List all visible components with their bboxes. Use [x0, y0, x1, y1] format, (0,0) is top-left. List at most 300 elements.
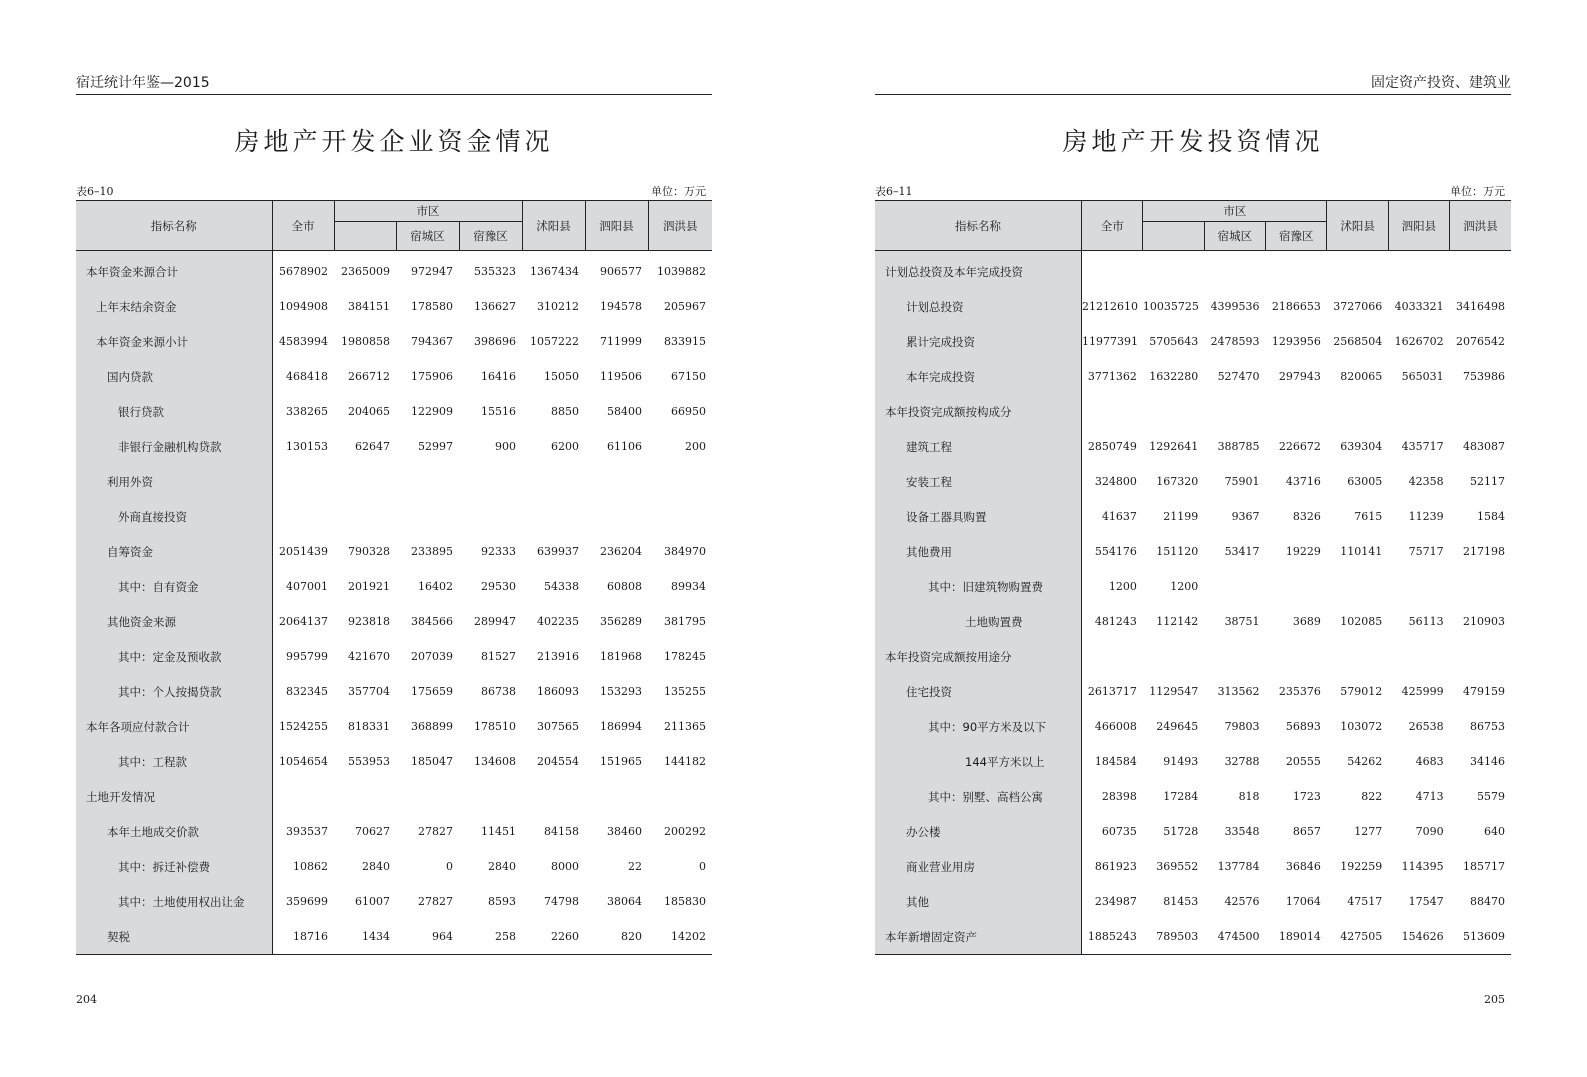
right-page: [875, 0, 1511, 1077]
col-header-shuyang: 沭阳县: [1327, 201, 1388, 251]
cell-value: 818: [1238, 790, 1260, 803]
cell-value: [396, 499, 459, 534]
cell-value: 200: [685, 440, 706, 453]
row-label: 本年资金来源合计: [76, 251, 272, 290]
cell-value: 178245: [664, 650, 706, 663]
row-label: 建筑工程: [875, 429, 1082, 464]
cell-value: 51728: [1163, 825, 1199, 838]
cell-value: 5678902: [279, 265, 328, 278]
cell-value: 8000: [551, 860, 579, 873]
table-row: [875, 499, 1511, 534]
cell-value: 226672: [1278, 440, 1321, 453]
table-row: [875, 674, 1511, 709]
cell-value: 297943: [1278, 370, 1321, 383]
cell-value: 0: [699, 860, 706, 873]
cell-value: 554176: [1094, 545, 1137, 558]
cell-value: 2365009: [341, 265, 390, 278]
table-row: [875, 639, 1511, 674]
cell-value: [396, 464, 459, 499]
cell-value: 384566: [411, 615, 453, 628]
cell-value: 307565: [537, 720, 579, 733]
cell-value: 384151: [348, 300, 390, 313]
cell-value: 2840: [362, 860, 390, 873]
table-row: [76, 814, 712, 849]
funds-table: [76, 200, 712, 955]
cell-value: 1057222: [530, 335, 579, 348]
cell-value: 7090: [1415, 825, 1444, 838]
table-body: [875, 251, 1511, 955]
table-row: [875, 534, 1511, 569]
col-header-shuyang: 沭阳县: [522, 201, 585, 251]
col-header-city: 全市: [272, 201, 334, 251]
cell-value: 26538: [1408, 720, 1444, 733]
cell-value: 21212610: [1082, 300, 1139, 313]
cell-value: 181968: [600, 650, 642, 663]
table-row: [76, 919, 712, 955]
row-label: 本年各项应付款合计: [76, 709, 272, 744]
cell-value: [459, 779, 522, 814]
row-label: 银行贷款: [76, 394, 272, 429]
cell-value: 4399536: [1210, 300, 1260, 313]
cell-value: [1327, 639, 1388, 674]
cell-value: 151120: [1156, 545, 1199, 558]
cell-value: 995799: [286, 650, 328, 663]
cell-value: 381795: [664, 615, 706, 628]
cell-value: [1204, 394, 1265, 429]
cell-value: 832345: [286, 685, 328, 698]
cell-value: [1388, 569, 1449, 604]
cell-value: 5705643: [1149, 335, 1199, 348]
cell-value: 357704: [348, 685, 390, 698]
cell-value: 201921: [348, 580, 390, 593]
cell-value: [1388, 394, 1449, 429]
row-label: 本年土地成交价款: [76, 814, 272, 849]
cell-value: 210903: [1463, 615, 1505, 628]
table-row: [875, 289, 1511, 324]
cell-value: 1723: [1292, 790, 1321, 803]
cell-value: 32788: [1224, 755, 1260, 768]
cell-value: [522, 499, 585, 534]
row-label: 其他资金来源: [76, 604, 272, 639]
unit-label: 单位：万元: [651, 185, 706, 198]
cell-value: 972947: [411, 265, 453, 278]
cell-value: 15516: [481, 405, 516, 418]
cell-value: 151965: [600, 755, 642, 768]
cell-value: 3727066: [1333, 300, 1383, 313]
col-header-urban-total: [1143, 222, 1204, 251]
col-header-urban-total: [334, 222, 396, 251]
cell-value: 565031: [1401, 370, 1444, 383]
cell-value: 266712: [348, 370, 390, 383]
row-label: 其他费用: [875, 534, 1082, 569]
cell-value: [396, 779, 459, 814]
table-row: [76, 744, 712, 779]
table-row: [875, 779, 1511, 814]
cell-value: 19229: [1285, 545, 1321, 558]
table-row: [875, 429, 1511, 464]
row-label: 其中：自有资金: [76, 569, 272, 604]
left-page: [76, 0, 712, 1077]
cell-value: 29530: [481, 580, 516, 593]
page-title: 房地产开发企业资金情况: [234, 127, 554, 156]
running-head: 宿迁统计年鉴—2015: [76, 72, 712, 95]
col-header-siyang: 泗阳县: [1388, 201, 1449, 251]
page-number: 204: [76, 993, 97, 1006]
cell-value: 27827: [418, 825, 453, 838]
cell-value: 481243: [1094, 615, 1137, 628]
cell-value: 1524255: [279, 720, 328, 733]
table-row: [76, 499, 712, 534]
table-row: [76, 251, 712, 290]
cell-value: 58400: [607, 405, 642, 418]
cell-value: 61007: [355, 895, 390, 908]
cell-value: 178580: [411, 300, 453, 313]
cell-value: 28398: [1101, 790, 1137, 803]
col-header-sucheng: 宿城区: [396, 222, 459, 251]
cell-value: 964: [396, 919, 459, 955]
cell-value: [1327, 394, 1388, 429]
cell-value: [585, 779, 648, 814]
cell-value: 79803: [1224, 720, 1260, 733]
cell-value: 167320: [1156, 475, 1199, 488]
cell-value: 1200: [1108, 580, 1137, 593]
row-label: 设备工器具购置: [875, 499, 1082, 534]
cell-value: [1082, 639, 1143, 674]
table-body: [76, 251, 712, 955]
cell-value: 384970: [664, 545, 706, 558]
table-row: [76, 569, 712, 604]
cell-value: 38460: [607, 825, 642, 838]
cell-value: 1292641: [1149, 440, 1199, 453]
table-row: [76, 884, 712, 919]
cell-value: 2186653: [1271, 300, 1321, 313]
cell-value: 88470: [1470, 895, 1505, 908]
cell-value: 234987: [1094, 895, 1137, 908]
cell-value: 194578: [600, 300, 642, 313]
cell-value: 189014: [1266, 919, 1327, 955]
cell-value: 359699: [286, 895, 328, 908]
cell-value: [1143, 251, 1204, 290]
cell-value: 213916: [537, 650, 579, 663]
cell-value: 11239: [1408, 510, 1444, 523]
cell-value: 10862: [293, 860, 328, 873]
cell-value: 38751: [1224, 615, 1260, 628]
cell-value: 2051439: [279, 545, 328, 558]
cell-value: 112142: [1156, 615, 1199, 628]
cell-value: 579012: [1340, 685, 1383, 698]
row-label: 其中：工程款: [76, 744, 272, 779]
cell-value: 178510: [474, 720, 516, 733]
cell-value: 89934: [671, 580, 706, 593]
cell-value: 393537: [286, 825, 328, 838]
cell-value: 185047: [411, 755, 453, 768]
table-row: [875, 884, 1511, 919]
row-label: 办公楼: [875, 814, 1082, 849]
cell-value: 2613717: [1087, 685, 1137, 698]
cell-value: [522, 779, 585, 814]
cell-value: 60735: [1101, 825, 1137, 838]
cell-value: [334, 499, 396, 534]
cell-value: 369552: [1156, 860, 1199, 873]
col-header-urban: 市区: [1143, 201, 1327, 222]
running-head: 固定资产投资、建筑业: [875, 72, 1511, 95]
cell-value: 4583994: [279, 335, 328, 348]
col-header-sucheng: 宿城区: [1204, 222, 1265, 251]
cell-value: 1632280: [1149, 370, 1199, 383]
cell-value: 10035725: [1142, 300, 1199, 313]
cell-value: 74798: [544, 895, 579, 908]
col-header-sihong: 泗洪县: [1450, 201, 1511, 251]
unit-label: 单位：万元: [1450, 185, 1505, 198]
cell-value: 103072: [1340, 720, 1383, 733]
cell-value: 794367: [411, 335, 453, 348]
cell-value: [522, 464, 585, 499]
cell-value: 175659: [411, 685, 453, 698]
cell-value: [1082, 251, 1143, 290]
table-row: [76, 394, 712, 429]
cell-value: 1039882: [657, 265, 706, 278]
cell-value: 2840: [488, 860, 516, 873]
cell-value: 906577: [600, 265, 642, 278]
cell-value: 427505: [1327, 919, 1388, 955]
col-header-name: 指标名称: [76, 201, 272, 251]
cell-value: 153293: [600, 685, 642, 698]
page-number: 205: [1484, 993, 1505, 1006]
cell-value: 47517: [1347, 895, 1383, 908]
row-label: 商业营业用房: [875, 849, 1082, 884]
cell-value: 388785: [1217, 440, 1260, 453]
cell-value: 356289: [600, 615, 642, 628]
row-label: 其中：定金及预收款: [76, 639, 272, 674]
cell-value: 0: [446, 860, 453, 873]
col-header-urban: 市区: [334, 201, 522, 222]
cell-value: [1082, 394, 1143, 429]
cell-value: 2076542: [1456, 335, 1505, 348]
cell-value: 11977391: [1082, 335, 1139, 348]
cell-value: 235376: [1278, 685, 1321, 698]
cell-value: 136627: [474, 300, 516, 313]
cell-value: 474500: [1204, 919, 1265, 955]
cell-value: 1054654: [279, 755, 328, 768]
row-label: 本年完成投资: [875, 359, 1082, 394]
cell-value: 66950: [671, 405, 706, 418]
row-label: 累计完成投资: [875, 324, 1082, 359]
cell-value: 17284: [1163, 790, 1199, 803]
cell-value: 175906: [411, 370, 453, 383]
row-label: 其中：别墅、高档公寓: [875, 779, 1082, 814]
cell-value: 9367: [1231, 510, 1260, 523]
row-label: 国内贷款: [76, 359, 272, 394]
cell-value: 84158: [544, 825, 579, 838]
cell-value: 205967: [664, 300, 706, 313]
table-row: [76, 674, 712, 709]
cell-value: 17064: [1285, 895, 1321, 908]
cell-value: 200292: [664, 825, 706, 838]
cell-value: 52997: [418, 440, 453, 453]
cell-value: 1094908: [279, 300, 328, 313]
cell-value: 86753: [1470, 720, 1505, 733]
cell-value: 833915: [664, 335, 706, 348]
cell-value: 790328: [348, 545, 390, 558]
cell-value: 137784: [1217, 860, 1260, 873]
cell-value: 22: [628, 860, 642, 873]
cell-value: [272, 499, 334, 534]
cell-value: 102085: [1340, 615, 1383, 628]
cell-value: 18716: [272, 919, 334, 955]
cell-value: 67150: [671, 370, 706, 383]
cell-value: 42358: [1408, 475, 1444, 488]
cell-value: [1327, 569, 1388, 604]
cell-value: 33548: [1224, 825, 1260, 838]
cell-value: 122909: [411, 405, 453, 418]
cell-value: 789503: [1143, 919, 1204, 955]
cell-value: [585, 464, 648, 499]
cell-value: 11451: [481, 825, 516, 838]
cell-value: 3416498: [1456, 300, 1505, 313]
row-label: 其中：土地使用权出让金: [76, 884, 272, 919]
row-label: 上年末结余资金: [76, 289, 272, 324]
cell-value: 75717: [1408, 545, 1444, 558]
table-row: [875, 709, 1511, 744]
cell-value: 2064137: [279, 615, 328, 628]
cell-value: [272, 779, 334, 814]
cell-value: 1434: [334, 919, 396, 955]
cell-value: 8657: [1292, 825, 1321, 838]
cell-value: 4713: [1415, 790, 1444, 803]
row-label: 其中：个人按揭贷款: [76, 674, 272, 709]
cell-value: 8593: [488, 895, 516, 908]
cell-value: [648, 499, 712, 534]
cell-value: 130153: [286, 440, 328, 453]
cell-value: 820065: [1340, 370, 1383, 383]
cell-value: 861923: [1094, 860, 1137, 873]
cell-value: [334, 779, 396, 814]
cell-value: 6200: [551, 440, 579, 453]
cell-value: [1204, 251, 1265, 290]
cell-value: 119506: [600, 370, 642, 383]
cell-value: 52117: [1470, 475, 1505, 488]
cell-value: 402235: [537, 615, 579, 628]
cell-value: 91493: [1163, 755, 1199, 768]
cell-value: 527470: [1217, 370, 1260, 383]
cell-value: 640: [1484, 825, 1505, 838]
cell-value: 16402: [418, 580, 453, 593]
cell-value: 4683: [1415, 755, 1444, 768]
cell-value: 639304: [1340, 440, 1383, 453]
cell-value: 21199: [1163, 510, 1199, 523]
col-header-sihong: 泗洪县: [648, 201, 712, 251]
cell-value: 217198: [1463, 545, 1505, 558]
table-row: [875, 464, 1511, 499]
cell-value: [1450, 251, 1511, 290]
cell-value: 466008: [1094, 720, 1137, 733]
cell-value: 14202: [648, 919, 712, 955]
cell-value: [272, 464, 334, 499]
table-row: [76, 779, 712, 814]
cell-value: 1980858: [341, 335, 390, 348]
cell-value: 134608: [474, 755, 516, 768]
cell-value: 1584: [1477, 510, 1505, 523]
cell-value: 36846: [1285, 860, 1321, 873]
cell-value: 313562: [1217, 685, 1260, 698]
cell-value: 639937: [537, 545, 579, 558]
cell-value: 407001: [286, 580, 328, 593]
cell-value: 204554: [537, 755, 579, 768]
cell-value: 56113: [1408, 615, 1444, 628]
cell-value: [648, 464, 712, 499]
cell-value: 310212: [537, 300, 579, 313]
row-label: 契税: [76, 919, 272, 955]
cell-value: 75901: [1224, 475, 1260, 488]
cell-value: 185830: [664, 895, 706, 908]
table-row: [76, 604, 712, 639]
cell-value: 54262: [1347, 755, 1383, 768]
cell-value: 86738: [481, 685, 516, 698]
table-row: [875, 919, 1511, 955]
cell-value: 338265: [286, 405, 328, 418]
cell-value: [1266, 639, 1327, 674]
cell-value: 62647: [355, 440, 390, 453]
cell-value: 2568504: [1333, 335, 1383, 348]
row-label: 本年投资完成额按用途分: [875, 639, 1082, 674]
table-row: [76, 429, 712, 464]
row-label: 安装工程: [875, 464, 1082, 499]
cell-value: 398696: [474, 335, 516, 348]
cell-value: 34146: [1470, 755, 1505, 768]
cell-value: 211365: [664, 720, 706, 733]
cell-value: 1200: [1170, 580, 1199, 593]
cell-value: 15050: [544, 370, 579, 383]
row-label: 其中：旧建筑物购置费: [875, 569, 1082, 604]
cell-value: 2478593: [1210, 335, 1260, 348]
cell-value: [585, 499, 648, 534]
cell-value: 184584: [1094, 755, 1137, 768]
table-row: [875, 814, 1511, 849]
page-title: 房地产开发投资情况: [1062, 127, 1324, 156]
cell-value: [1450, 639, 1511, 674]
cell-value: 553953: [348, 755, 390, 768]
cell-value: 289947: [474, 615, 516, 628]
cell-value: 3689: [1292, 615, 1321, 628]
cell-value: [1143, 639, 1204, 674]
cell-value: 42576: [1224, 895, 1260, 908]
table-row: [76, 324, 712, 359]
cell-value: 192259: [1340, 860, 1383, 873]
row-label: 本年资金来源小计: [76, 324, 272, 359]
cell-value: 41637: [1101, 510, 1137, 523]
cell-value: 421670: [348, 650, 390, 663]
table-row: [875, 569, 1511, 604]
cell-value: 81527: [481, 650, 516, 663]
cell-value: 818331: [348, 720, 390, 733]
cell-value: [1388, 639, 1449, 674]
cell-value: 233895: [411, 545, 453, 558]
cell-value: [1327, 251, 1388, 290]
cell-value: [1266, 251, 1327, 290]
row-label: 土地开发情况: [76, 779, 272, 814]
cell-value: 186093: [537, 685, 579, 698]
cell-value: 900: [495, 440, 516, 453]
cell-value: 60808: [607, 580, 642, 593]
col-header-siyang: 泗阳县: [585, 201, 648, 251]
cell-value: 70627: [355, 825, 390, 838]
table-number: 表6–10: [76, 185, 114, 198]
cell-value: [1450, 569, 1511, 604]
cell-value: [459, 499, 522, 534]
table-row: [875, 849, 1511, 884]
cell-value: [1266, 569, 1327, 604]
table-row: [76, 289, 712, 324]
